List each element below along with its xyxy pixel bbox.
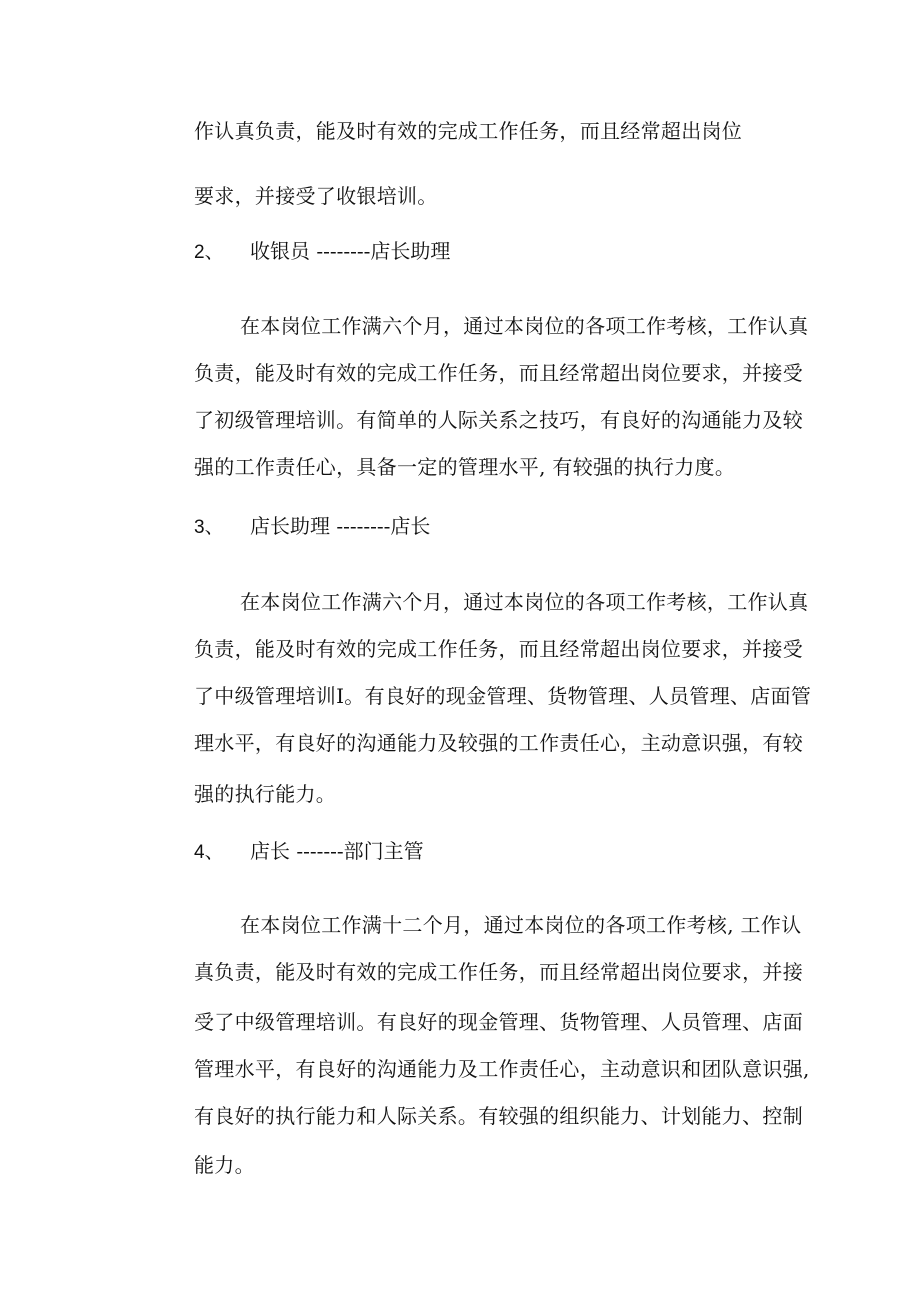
paragraph-line: 受了中级管理培训。有良好的现金管理、货物管理、人员管理、店面 <box>194 1010 803 1034</box>
paragraph-line: 要求，并接受了收银培训。 <box>194 184 438 208</box>
paragraph-line: 有良好的执行能力和人际关系。有较强的组织能力、计划能力、控制 <box>194 1104 803 1128</box>
section-title: 店长助理 --------店长 <box>250 514 431 538</box>
section-title: 店长 -------部门主管 <box>250 839 424 863</box>
paragraph-line: 强的执行能力。 <box>194 782 337 806</box>
section-number: 2、 <box>194 242 224 263</box>
paragraph-line: 管理水平，有良好的沟通能力及工作责任心，主动意识和团队意识强, <box>194 1057 810 1081</box>
section-number: 3、 <box>194 517 224 538</box>
paragraph-line: 了中级管理培训I。有良好的现金管理、货物管理、人员管理、店面管 <box>194 684 812 708</box>
paragraph-line: 负责，能及时有效的完成工作任务，而且经常超出岗位要求，并接受 <box>194 361 803 385</box>
paragraph-line: 在本岗位工作满六个月，通过本岗位的各项工作考核，工作认真 <box>240 590 809 614</box>
paragraph-line: 在本岗位工作满十二个月，通过本岗位的各项工作考核, 工作认 <box>240 913 802 937</box>
paragraph-line: 了初级管理培训。有简单的人际关系之技巧，有良好的沟通能力及较 <box>194 408 803 432</box>
paragraph-line: 能力。 <box>194 1153 255 1177</box>
paragraph-line: 理水平，有良好的沟通能力及较强的工作责任心，主动意识强，有较 <box>194 731 803 755</box>
paragraph-line: 负责，能及时有效的完成工作任务，而且经常超出岗位要求，并接受 <box>194 637 803 661</box>
paragraph-line: 强的工作责任心，具备一定的管理水平, 有较强的执行力度。 <box>194 455 736 479</box>
paragraph-line: 作认真负责，能及时有效的完成工作任务，而且经常超出岗位 <box>194 119 743 143</box>
section-title: 收银员 --------店长助理 <box>250 239 451 263</box>
section-heading-4 <box>194 839 424 865</box>
section-heading-3 <box>194 514 430 540</box>
section-heading-2 <box>194 239 450 265</box>
paragraph-line: 真负责，能及时有效的完成工作任务，而且经常超出岗位要求，并接 <box>194 960 803 984</box>
paragraph-line: 在本岗位工作满六个月，通过本岗位的各项工作考核，工作认真 <box>240 314 809 338</box>
section-number: 4、 <box>194 842 224 863</box>
